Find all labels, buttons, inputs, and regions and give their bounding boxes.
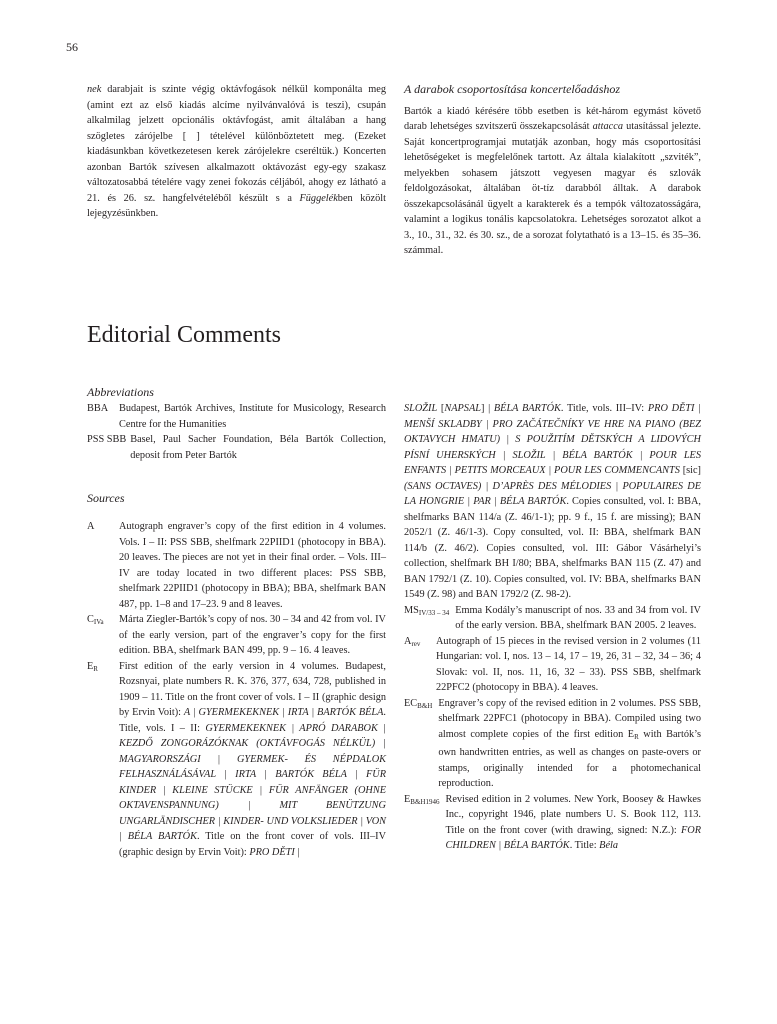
- grouping-heading: A darabok csoportosítása koncertelőadáshoz: [404, 82, 621, 96]
- hungarian-section-right: [404, 82, 701, 259]
- source-entry: [87, 659, 386, 861]
- source-siglum: $A_{rev}$: [404, 635, 421, 648]
- source-description: SLOŽIL [NAPSAL] | BÉLA BARTÓK. Title, vols. III–IV: PRO DĚTI | MENŠÍ SKLADBY | PRO ZAČÁTEČNÍKY VE HRE NA PIANO (BEZ OKTAVYCH HMATU) | S POUŽITÍM DĚTSKÝCH A LIDOVÝCH PÍSNÍ UHERSKÝCH | SLOŽIL | BÉLA BARTÓK | POUR LES ENFANTS | PETITS MORCEAUX | POUR LES COMMENCANTS [sic] (SANS OCTAVES) | D’APRÈS DES MÉLODIES | POPULAIRES DE LA HONGRIE | PAR | BÉLA BARTÓK. Copies consulted, vol. I: BBA, shelfmarks BAN 114/a (Z. 46/1-1); pp. 9 f., 15 f. are missing); BAN 2052/1 (Z. 46/1-3). Copy consulted, vol. II: BBA, shelfmark BAN 114/b (Z. 46/2). Copies consulted, vol. III: Gábor Vásárhelyi’s collection, shelfmark BH I/80; BBA, shelfmarks BAN 115 (Z. 47) and BAN 1792/1 (Z. 10). Copies consulted, vol. IV: BBA, shelfmarks BAN 1549 (Z. 98) and BAN 1792/2 (Z. 98-2).: [404, 403, 701, 600]
- source-entry: [404, 634, 701, 696]
- section-title: Editorial Comments: [87, 322, 281, 348]
- sources-list-left: [87, 519, 386, 860]
- page-number: 56: [66, 40, 78, 54]
- source-entry: [87, 612, 386, 659]
- source-siglum: A: [87, 521, 95, 532]
- source-description: Autograph of 15 pieces in the revised version in 2 volumes (11 Hungarian: vol. I, nos. 13 – 14, 17 – 19, 26, 31 – 32, 34 – 36; 4 Slovak: vol. II, nos. 11, 16, 32 – 33). PSS SBB, shelfmark 22PFC2 (photocopy in BBA). 4 leaves.: [436, 635, 701, 693]
- source-siglum: $E_R$: [87, 660, 98, 673]
- source-siglum: $EC_{B\&H}$: [404, 697, 433, 710]
- hungarian-text-octaves: nek darabjait is szinte végig oktávfogások nélkül komponálta meg (amint ezt az első kiadás alcíme nyilvánvalóvá is teszi), csupán alkalmilag jelzett opcionális oktávfogást, amit általában a hang szögletes zárójelbe [ ] tételével különböztetett meg. (Ezeket kiadásunkban következetesen kerek zárójelekre cseréltük.) Koncerten azonban Bartók szívesen alkalmazott oktávozást egy-egy szakasz változatosabbá tételére vagy zenei fokozás céljából, ahogy ez látható a 21. és 26. sz. hangfelvételéből készült s a Függelékben közölt lejegyzésünkben.: [87, 84, 386, 219]
- source-entry: [404, 603, 701, 634]
- sources-list-right: [404, 401, 701, 854]
- source-description: Autograph engraver’s copy of the first edition in 4 volumes. Vols. I – II: PSS SBB, shelfmark 22PIID1 (photocopy in BBA). 20 leaves. The pieces are not yet in their final order. – Vols. III–IV are today located in two different places: PSS SBB, shelfmark 22PIID1 (photocopy in BBA); BBA, shelfmark BAN 487, pp. 1–8 and 17–23. 9 and 8 leaves.: [119, 521, 386, 610]
- abbreviation-key: PSS SBB: [87, 434, 127, 445]
- abbreviation-key: BBA: [87, 403, 109, 414]
- source-entry: [87, 519, 386, 612]
- hungarian-paragraph-left: [87, 82, 386, 222]
- source-entry: [404, 792, 701, 854]
- source-description: Engraver’s copy of the revised edition in 2 volumes. PSS SBB, shelfmark 22PFC1 (photocopy in BBA). Compiled using two almost complete copies of the first edition $E_R$ with Bartók’s own handwritten entries, as well as changes on paste-overs or stamps, originally intended for a photomechanical reproduction.: [438, 697, 701, 789]
- source-entry: [404, 401, 701, 603]
- source-description: Márta Ziegler-Bartók’s copy of nos. 30 – 34 and 42 from vol. IV of the early version, part of the engraver’s copy for the first edition. BBA, shelfmark BAN 499, pp. 9 – 16. 4 leaves.: [119, 614, 386, 656]
- source-description: Revised edition in 2 volumes. New York, Boosey & Hawkes Inc., copyright 1946, plate numbers U. S. Book 112, 113. Title on the front cover (with drawing, signed: N.Z.): FOR CHILDREN | BÉLA BARTÓK. Title: Béla: [445, 793, 701, 851]
- source-siglum: $E_{B\&H1946}$: [404, 793, 440, 806]
- sources-heading: Sources: [87, 491, 125, 505]
- abbreviation-entry: [87, 401, 386, 432]
- abbreviation-entry: [87, 432, 386, 463]
- source-siglum: $C_{IVa}$: [87, 614, 104, 626]
- abbreviation-text: Budapest, Bartók Archives, Institute for Musicology, Research Centre for the Humanities: [119, 403, 386, 430]
- source-description: First edition of the early version in 4 volumes. Budapest, Rozsnyai, plate numbers R. K. 376, 377, 634, 728, published in 1909 – 11. Title on the front cover of vols. I – II (graphic design by Ervin Voit): A | GYERMEKEKNEK | IRTA | BARTÓK BÉLA. Title, vols. I – II: GYERMEKEKNEK | APRÓ DARABOK | KEZDŐ ZONGORÁZÓKNAK (OKTÁVFOGÁS NÉLKÜL) | MAGYARORSZÁGI | GYERMEK- ÉS NÉPDALOK FELHASZNÁLÁSÁVAL | IRTA | BARTÓK BÉLA | FÜR KINDER | KLEINE STÜCKE | FÜR ANFÄNGER (OHNE OKTAVENSPANNUNG) | MIT BENÜTZUNG UNGARLÄNDISCHER | KINDER- UND VOLKSLIEDER | VON | BÉLA BARTÓK. Title on the front cover of vols. III–IV (graphic design by Ervin Voit): PRO DĚTI |: [119, 660, 387, 858]
- abbreviations-list: [87, 401, 386, 463]
- source-entry: [404, 696, 701, 792]
- source-siglum: $MS_{IV/33 - 34}$: [404, 604, 450, 617]
- abbreviation-text: Basel, Paul Sacher Foundation, Béla Bartók Collection, deposit from Peter Bartók: [130, 434, 386, 461]
- source-description: Emma Kodály’s manuscript of nos. 33 and 34 from vol. IV of the early version. BBA, shelfmark BAN 2005. 2 leaves.: [455, 604, 701, 631]
- abbreviations-heading: Abbreviations: [87, 385, 154, 399]
- grouping-text: Bartók a kiadó kérésére több esetben is két-három egymást követő darab lehetséges szvitszerű összekapcsolását attacca utasítással jelezte. Saját koncertprogramjai mutatják azonban, hogy más csoportosítási lehetőségeket is megfelelőnek tartott. Az általa kialakított „szviték”, melyekben sohasem játszott vegyesen magyar és szlovák feldolgozásokat, általában öt-tíz darabból álltak. A darabok összekapcsolásánál ügyelt a karakterek és a tempók változatosságára, valamint a logikus tonális kapcsolatokra. Lehetséges sorozatot alkot a 3., 10., 31., 32. és 30. sz., de a sorozat folytatható is a 13–15. és 35–36. számmal.: [404, 105, 701, 256]
